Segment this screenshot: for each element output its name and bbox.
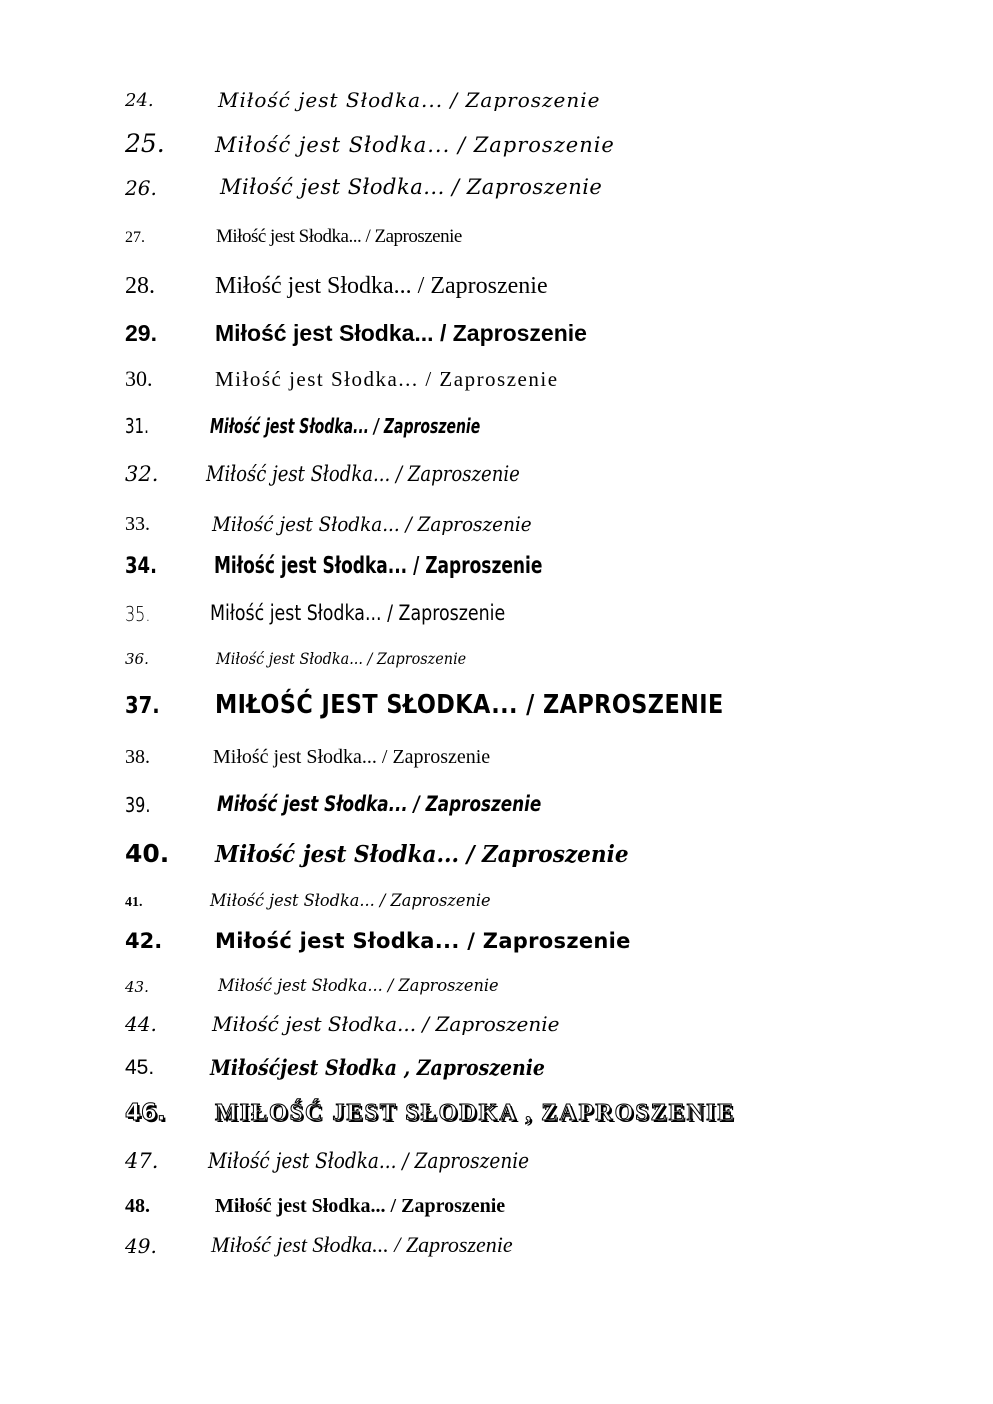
font-sample-text: Miłość jest Słodka... / Zaproszenie [215,1195,506,1217]
font-sample-text: Miłość jest Słodka... / Zaproszenie [211,1232,513,1257]
row-number: 46. [125,1100,166,1126]
font-sample-row [0,918,993,958]
font-sample-row [0,500,993,540]
font-sample-row [0,1182,993,1222]
font-sample-text: Miłość jest Słodka... / Zaproszenie [208,1149,530,1173]
font-sample-row [0,1138,993,1178]
font-sample-text: Miłość jest Słodka... / Zaproszenie [220,175,603,199]
font-sample-text: Miłość jest Słodka... / Zaproszenie [216,226,462,247]
font-sample-row [0,212,993,252]
font-sample-row [0,1044,993,1084]
font-sample-text: Miłość jest Słodka... / Zaproszenie [206,462,520,486]
font-sample-row [0,76,993,116]
font-sample-row [0,961,993,1001]
row-number: 40. [125,839,170,868]
font-sample-text: Miłość jest Słodka... / Zaproszenie [218,88,601,112]
font-sample-text: Miłość jest Słodka... / Zaproszenie [215,133,615,157]
font-sample-row [0,1000,993,1040]
row-number: 47. [125,1149,159,1173]
font-sample-row [0,1222,993,1262]
font-sample-row [0,122,993,162]
font-sample-row [0,402,993,442]
row-number: 37. [125,693,160,719]
font-sample-text: Miłość jest Słodka... / Zaproszenie [214,553,543,579]
font-sample-text: MIŁOŚĆ JEST SŁODKA... / ZAPROSZENIE [215,690,724,720]
row-number: 38. [125,746,150,768]
font-sample-row [0,1091,993,1131]
font-sample-text: Miłość jest Słodka... / Zaproszenie [212,512,532,536]
row-number: 28. [125,273,155,299]
row-number: 26. [125,176,157,200]
font-sample-text: Miłość jest Słodka... / Zaproszenie [210,414,481,438]
font-sample-text: Miłość jest Słodka... / Zaproszenie [215,320,587,346]
row-number: 29. [125,320,157,346]
font-sample-row [0,876,993,916]
row-number: 48. [125,1195,150,1217]
font-sample-text: Miłość jest Słodka... / Zaproszenie [215,367,559,391]
font-sample-text: Miłość jest Słodka... / Zaproszenie [218,976,499,996]
row-number: 36. [125,650,149,668]
row-number: 35. [125,602,151,626]
font-sample-text: Miłość jest Słodka... / Zaproszenie [216,649,467,668]
font-sample-text: Miłośćjest Słodka , Zaproszenie [210,1055,545,1080]
font-sample-text: Miłość jest Słodka... / Zaproszenie [212,1012,560,1036]
font-sample-text: Miłość jest Słodka... / Zaproszenie [210,891,491,911]
row-number: 39. [125,793,151,817]
font-sample-row [0,451,993,491]
font-sample-row [0,544,993,584]
row-number: 27. [125,229,145,246]
row-number: 30. [125,366,153,391]
font-sample-row [0,590,993,630]
font-sample-row [0,781,993,821]
row-number: 25. [125,129,165,158]
font-sample-row [0,164,993,204]
row-number: 34. [125,554,157,579]
row-number: 32. [125,462,159,486]
font-sample-text: Miłość jest Słodka... / Zaproszenie [215,841,629,868]
font-sample-text: Miłość jest Słodka... / Zaproszenie [210,601,506,625]
font-sample-text: Miłość jest Słodka... / Zaproszenie [213,746,491,768]
row-number: 44. [125,1012,157,1036]
font-sample-text: MIŁOŚĆ JEST SŁODKA , ZAPROSZENIE [215,1100,736,1126]
font-sample-text: Miłość jest Słodka... / Zaproszenie [215,929,631,953]
font-sample-text: Miłość jest Słodka... / Zaproszenie [217,792,542,816]
row-number: 41. [125,895,143,910]
row-number: 42. [125,929,163,953]
font-sample-row [0,832,993,872]
row-number: 33. [125,513,150,535]
row-number: 45. [125,1056,155,1079]
font-sample-row [0,633,993,673]
row-number: 31. [125,414,149,438]
row-number: 49. [125,1234,157,1258]
font-sample-text: Miłość jest Słodka... / Zaproszenie [215,273,548,299]
row-number: 43. [125,978,149,996]
font-sample-row [0,684,993,724]
row-number: 24. [125,90,154,111]
font-sample-row [0,311,993,351]
font-sample-row [0,733,993,773]
font-sample-row [0,356,993,396]
font-sample-row [0,264,993,304]
